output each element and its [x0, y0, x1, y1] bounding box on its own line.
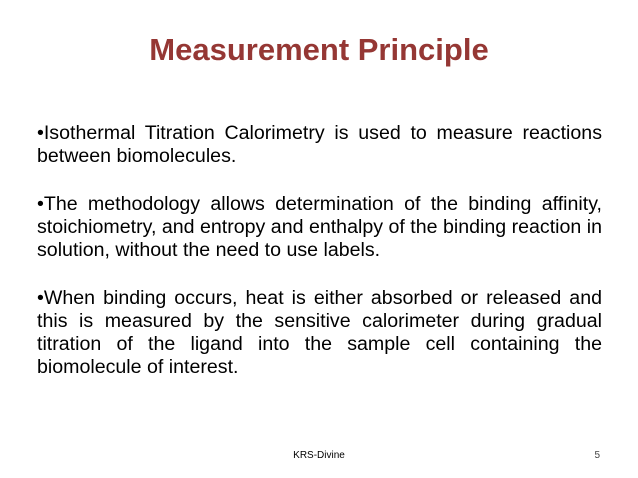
bullet-item: •Isothermal Titration Calorimetry is used to measure reactions between biomolecules.: [37, 122, 602, 167]
bullet-item: •The methodology allows determination of the binding affinity, stoichiometry, and entropy and enthalpy of the binding reaction in solution, without the need to use labels.: [37, 193, 602, 261]
slide-title: Measurement Principle: [149, 32, 489, 67]
bullet-item: •When binding occurs, heat is either absorbed or released and this is measured by the sensitive calorimeter during gradual titration of the ligand into the sample cell containing the biomolecule of interest.: [37, 287, 602, 378]
bullet-list: [37, 122, 602, 404]
footer-text: KRS-Divine: [293, 450, 345, 461]
page-number: 5: [594, 450, 600, 461]
